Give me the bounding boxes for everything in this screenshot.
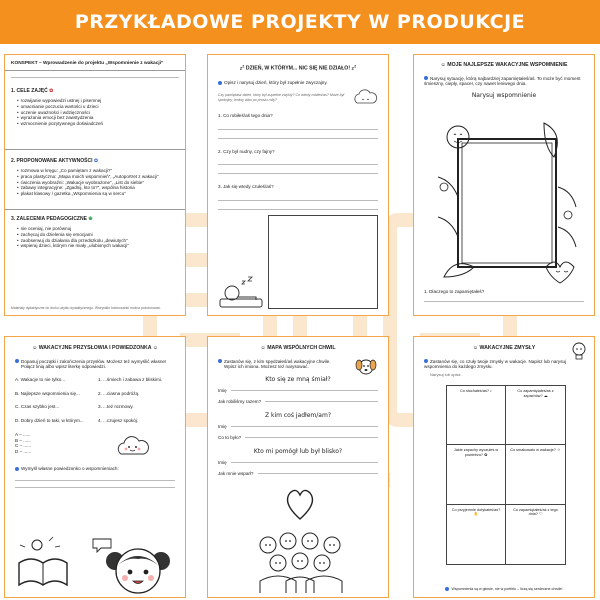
proverbs-intro: Dopasuj początki i zakończenia przysłów. Możesz też wymyślić własne!	[21, 358, 167, 364]
bullet-icon	[218, 359, 222, 363]
list-item: • plakat klasowy / gazetka „Wspomnienia są w sercu”	[17, 191, 179, 197]
tips-list	[11, 226, 179, 249]
bullet-icon	[424, 76, 428, 80]
ordinary-day-title: $z^z$ DZIEŃ, W KTÓRYM... NIC SIĘ NIE DZIAŁO! $z^z$	[239, 63, 357, 72]
answer-field[interactable]: C – ......	[15, 443, 32, 449]
goals-list	[11, 98, 179, 127]
proverbs-title: ☺ WAKACYJNE PRZYSŁOWIA I POWIEDZONKA ☺	[31, 345, 159, 351]
answer-field[interactable]	[245, 437, 378, 438]
list-item: • rozwijanie wypowiedzi ustnej i pisemnej	[17, 98, 179, 104]
heart-icon: ♡	[538, 512, 543, 517]
shared-moments-intro2: Wpisz ich imiona. Możesz też narysować.	[224, 364, 309, 370]
konspekt-card	[4, 54, 186, 316]
senses-title: ☺ WAKACYJNE ZMYSŁY	[472, 345, 536, 351]
konspekt-title: KONSPEKT – Wprowadzenie do projektu „Wspomnienie z wakacji”	[11, 61, 164, 66]
q3-text: 3. Jak się wtedy czułeś/aś?	[218, 184, 274, 190]
best-memory-title: ☺ MOJE NAJLEPSZE WAKACYJNE WSPOMNIENIE	[440, 62, 568, 68]
own-saying-prompt: Wymyśl własne powiedzonko o wspomnieniach:	[21, 465, 119, 471]
senses-intro2: Narysuj lub opisz.	[430, 371, 462, 377]
mouth-icon: ☺	[556, 448, 561, 453]
shared-moments-intro: Zastanów się, z kim spędzałeś/aś wakacyjne chwile.	[224, 358, 331, 364]
bullet-icon	[424, 359, 428, 363]
senses-grid	[446, 385, 566, 565]
puppy-icon	[354, 356, 378, 378]
proverbs-intro2: Połącz linią albo wpisz literkę odpowiedzi.	[21, 364, 107, 370]
list-item: • wspieraj dzieci, którym nie miały „ulubionych wakacji”	[17, 243, 179, 249]
senses-intro: Zastanów się, co czuły twoje zmysły w wakacje. Napisz lub narysuj wspomnienia do każdego zmysłu.	[424, 358, 567, 370]
list-item: A. Wakacje to nie tylko...	[15, 376, 66, 382]
bullet-icon	[218, 81, 222, 85]
field-label: Imię	[218, 460, 227, 466]
list-item: 4. ...czujesz spokój.	[98, 418, 139, 424]
sense-cell-smell[interactable]: Jakie zapachy wyczułeś w powietrzu? ✿	[447, 445, 506, 504]
bullet-icon	[15, 359, 19, 363]
nose-icon: ☁	[543, 393, 548, 398]
proverb-endings	[98, 377, 175, 424]
flower-icon: ✿	[484, 453, 488, 458]
list-item: • zabawy integracyjne: „Zgadnij, kto to?”, wspólna historia	[17, 185, 179, 191]
list-item: C. Czas szybko jest...	[15, 404, 60, 410]
answers-list	[15, 432, 75, 460]
open-book-illustration	[15, 533, 71, 595]
shared-moments-card	[207, 336, 389, 598]
name-field[interactable]	[231, 426, 378, 427]
list-item: • umacnianie poczucia wartości u dzieci	[17, 104, 179, 110]
field-label: Jak mnie wsparł?	[218, 471, 254, 477]
list-item: • nie oceniaj, nie porównuj	[17, 226, 179, 232]
list-item: • zachęcaj do dzielenia się emocjami	[17, 232, 179, 238]
list-item: 3. ...też rozmowy.	[98, 404, 134, 410]
sense-cell-taste[interactable]: Co smakowało w wakacje? ☺	[506, 445, 565, 504]
banner-title: PRZYKŁADOWE PROJEKTY W PRODUKCJE	[74, 11, 526, 33]
proverb-starts	[15, 377, 92, 424]
field-label: Imię	[218, 388, 227, 394]
sense-cell-smell-memory[interactable]: Co zapamiętałeś/aś z zapachów? ☁	[506, 386, 565, 445]
heading-ate: Z kim coś jadłem/am?	[264, 411, 332, 419]
name-field[interactable]	[231, 390, 378, 391]
bullet-icon	[15, 467, 19, 471]
answer-field[interactable]: B – ......	[15, 437, 31, 443]
children-group-illustration	[248, 487, 352, 595]
answer-field[interactable]: D – ......	[15, 449, 32, 455]
list-item: 2. ...ciasna podróżą.	[98, 390, 140, 396]
sense-cell-hearing[interactable]: Co słuchałeś/aś? ♪	[447, 386, 506, 445]
list-item: • wyrażania emocji bez zawstydzenia	[17, 115, 179, 121]
hand-icon: ✋	[473, 512, 479, 517]
section-activities: 2. PROPONOWANE AKTYWNOŚCI ✿	[11, 157, 99, 164]
section-tips: 3. ZALECENIA PEDAGOGICZNE ❀	[11, 215, 93, 222]
name-field[interactable]	[231, 462, 378, 463]
q1-text: 1. Co robiłeś/aś tego dnia?	[218, 112, 273, 118]
drawing-box[interactable]	[268, 215, 378, 309]
bullet-icon	[445, 587, 449, 591]
field-label: Imię	[218, 424, 227, 430]
list-item: • praca plastyczna: „Mapa moich wspomnień”, „Autoportret z wakacji”	[17, 174, 179, 180]
activities-list	[11, 168, 179, 197]
lightbulb-icon	[570, 341, 588, 363]
sense-cell-day[interactable]: Co zapamiętałeś/aś z tego dnia? ♡	[513, 507, 558, 517]
list-item: • uczenie uważności i wdzięczności	[17, 110, 179, 116]
best-memory-card	[413, 54, 595, 316]
list-item: • rozmowa w kręgu: „Co pamiętam z wakacji?”	[17, 168, 179, 174]
list-item: • ćwiczenia wyobraźni: „Wakacje wyobrażone”, „List do siebie”	[17, 180, 179, 186]
cloud-face-icon	[115, 434, 151, 460]
top-banner	[0, 0, 600, 44]
ordinary-day-intro: Opisz i narysuj dzień, który był zupełnie zwyczajny.	[224, 80, 328, 86]
answer-field[interactable]	[265, 401, 378, 402]
field-label: Co to było?	[218, 435, 242, 441]
list-item: B. Najlepsze wspomnienia się...	[15, 390, 80, 396]
floral-frame-illustration	[434, 117, 579, 287]
senses-footer: Wspomnienia są w głowie, nie w portfelu – liczą się serdeczne chwile!	[451, 586, 563, 591]
girl-face-illustration	[103, 539, 173, 597]
field-label: Jak robiliśmy razem?	[218, 399, 262, 405]
shared-moments-title: ☺ MAPA WSPÓLNYCH CHWIL	[260, 345, 336, 351]
heading-helped: Kto mi pomógł lub był blisko?	[253, 447, 343, 455]
sense-cell-touch[interactable]: Co przyjemnie dotykałeś/aś? ✋	[447, 505, 506, 564]
best-memory-intro: Narysuj sytuację, którą najbardziej zapamiętałeś/aś. To może być moment śmieszny, ciepły, spacer, czy nawet leniwego dnia.	[424, 75, 581, 87]
answer-field[interactable]	[258, 473, 379, 474]
ear-icon: ♪	[490, 389, 492, 393]
answer-field[interactable]: A – ......	[15, 431, 31, 437]
why-remember-text: 1. Dlaczego to zapamiętałeś?	[424, 289, 485, 294]
ordinary-day-intro2: Czy pamiętasz dzień, który był zupełnie zwykły? Co wtedy robiłeś/aś? Może był spokojny, leniwy albo po prostu miły?	[218, 93, 345, 102]
q2-text: 2. Czy był nudny, czy fajny?	[218, 148, 275, 154]
proverbs-card	[4, 336, 186, 598]
sleeping-child-illustration	[216, 273, 266, 313]
list-item: D. Dobry dzień to taki, w którym...	[15, 418, 84, 424]
sleeping-cloud-icon	[352, 89, 378, 107]
list-item: • wzmocnienie pozytywnego doświadczeń	[17, 121, 179, 127]
heading-laughed: Kto się ze mną śmiał?	[265, 375, 331, 383]
draw-label: Narysuj wspomnienie	[471, 91, 537, 99]
konspekt-footer: Materiały dydaktyczne do druku użytku dydaktycznego. Wszystkie kolorowanki można pokolorować.	[11, 305, 162, 310]
section-goals: 1. CELE ZAJĘĆ ✿	[11, 87, 54, 94]
list-item: 1. ...śmiech i zabawa z bliskimi.	[98, 376, 163, 382]
list-item: • zaobserwuj do działania dla przedszkolu „dewiutych”	[17, 238, 179, 244]
senses-card	[413, 336, 595, 598]
ordinary-day-card	[207, 54, 389, 316]
